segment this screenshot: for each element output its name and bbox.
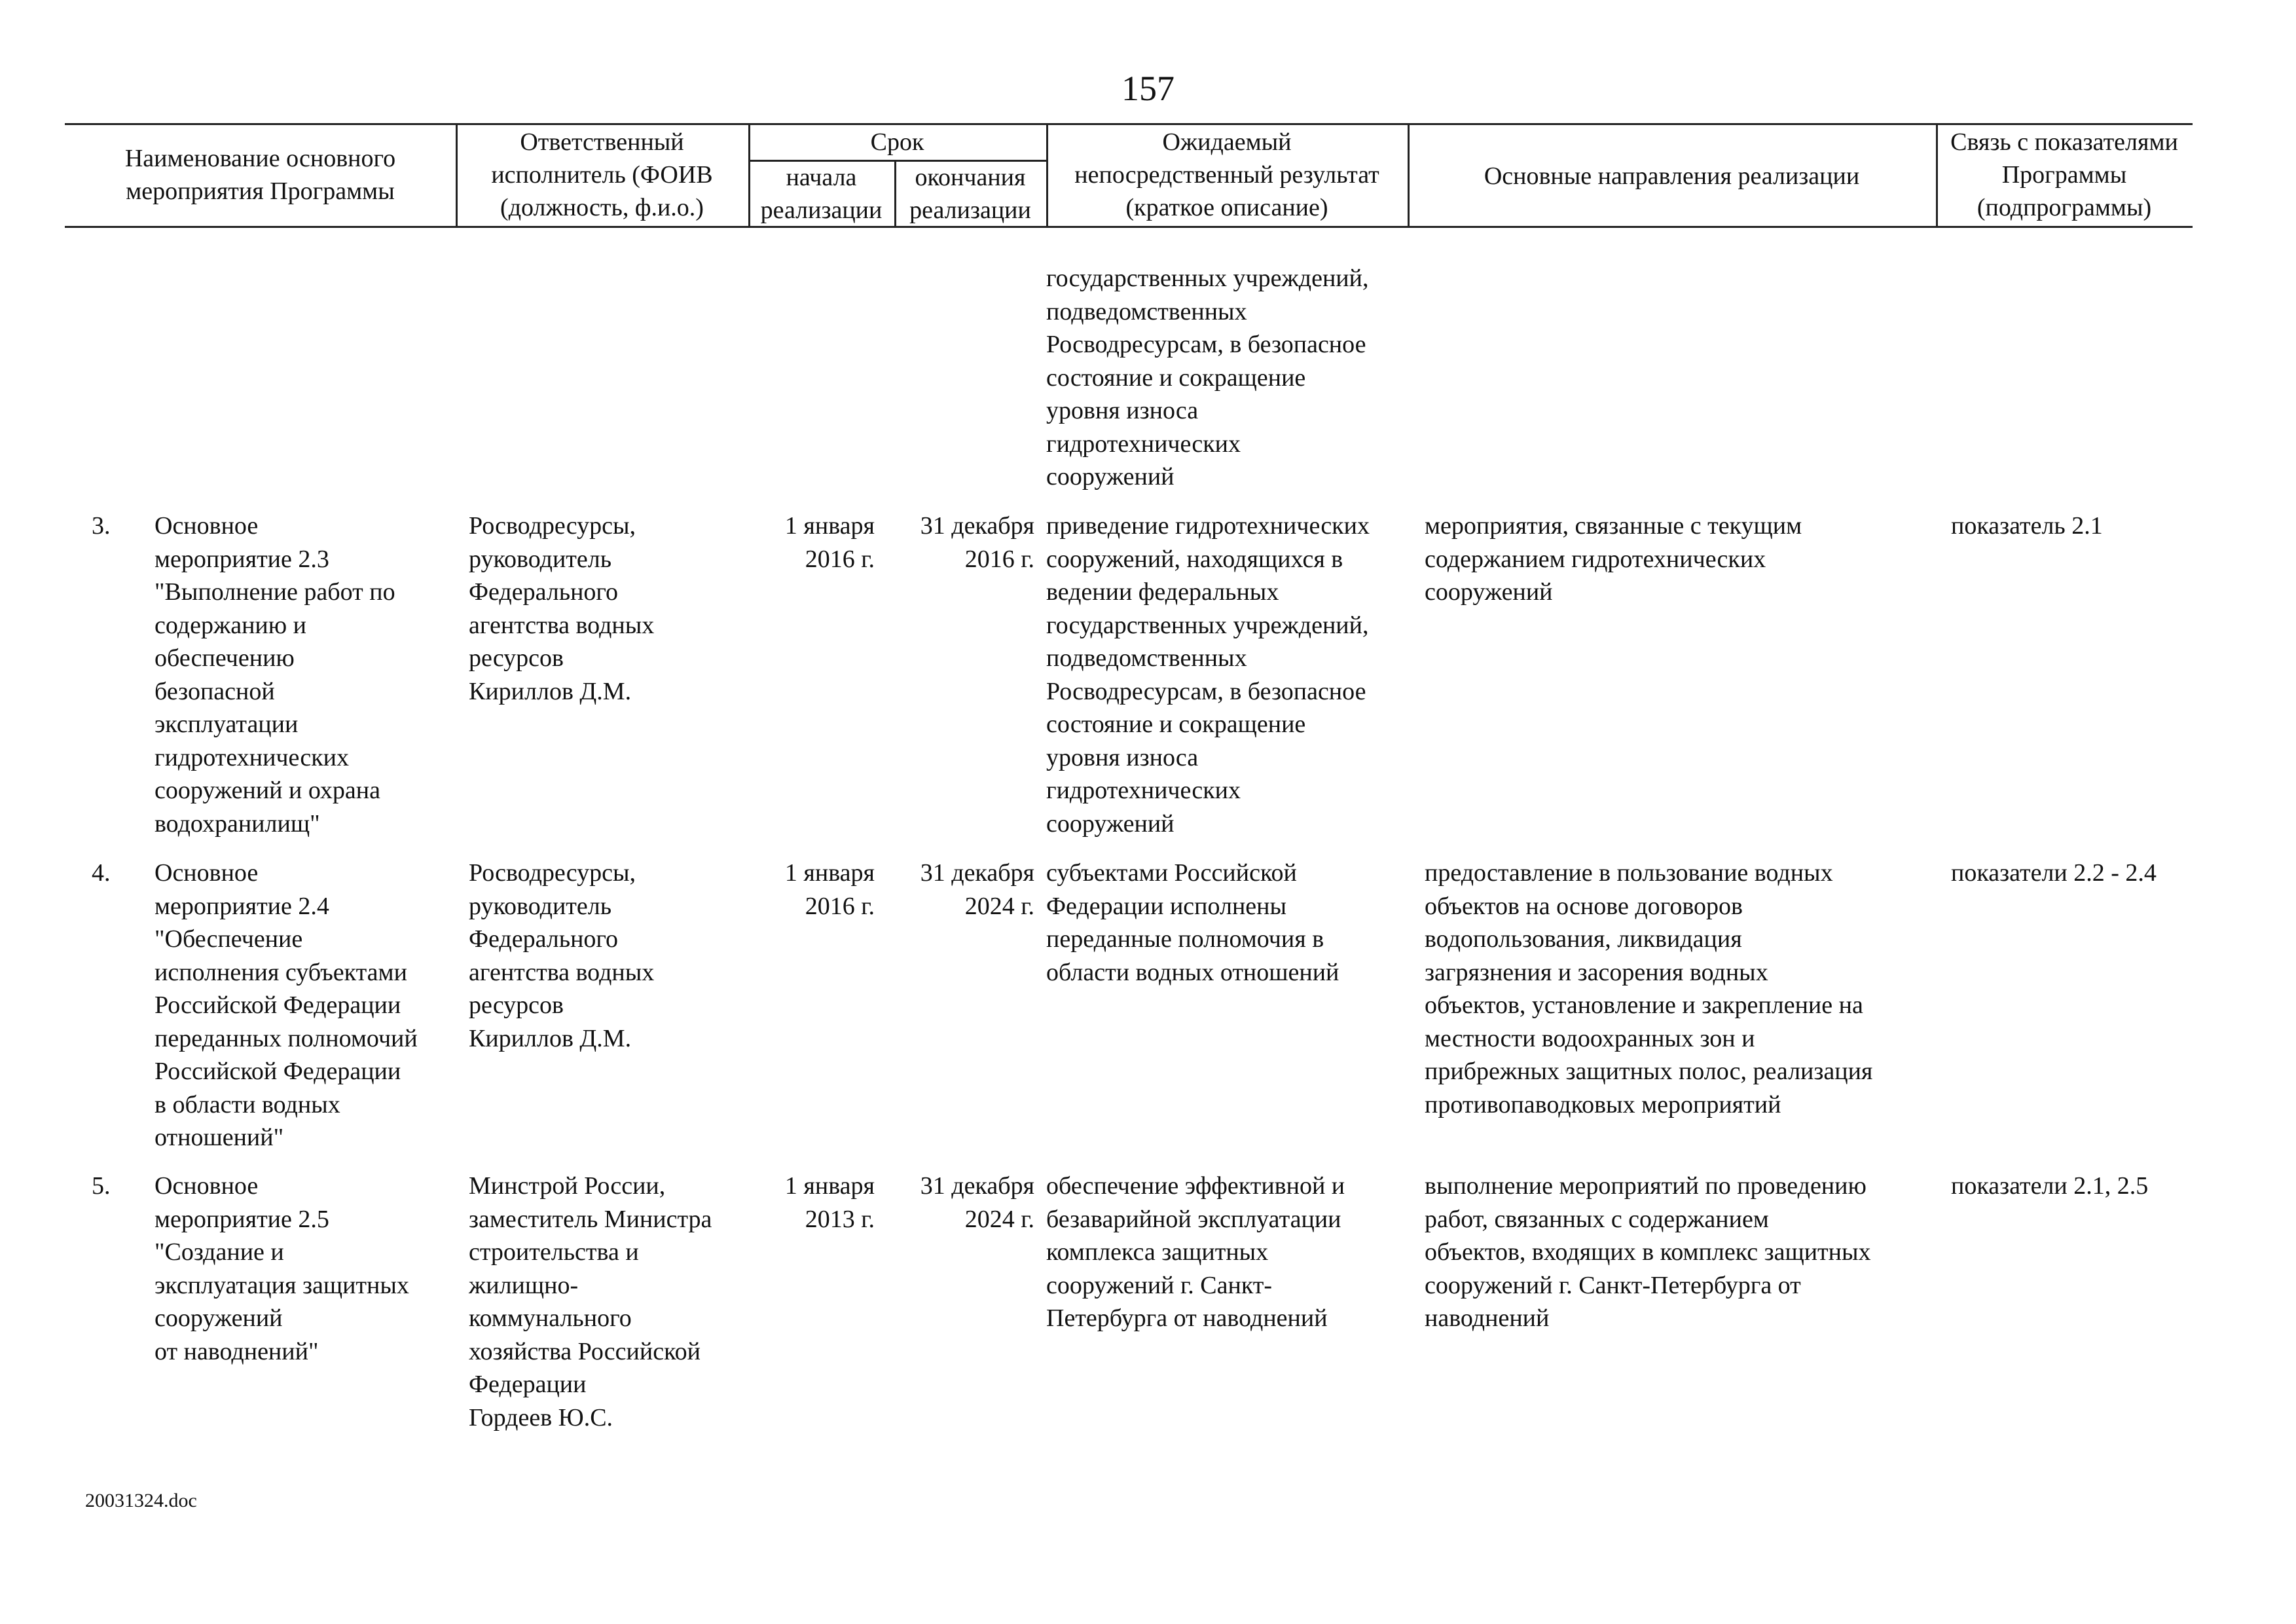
row-number: 5.	[92, 1172, 111, 1200]
end-date: 31 декабря 2024 г.	[920, 859, 1034, 920]
row-number: 4.	[92, 859, 111, 887]
end-date: 31 декабря 2016 г.	[920, 512, 1034, 573]
carryover-result-text: государственных учреждений, подведомственных Росводресурсам, в безопасное состояние и сокращение уровня износа гидротехнических сооружений	[1046, 265, 1369, 490]
implementation-directions: мероприятия, связанные с текущим содержанием гидротехнических сооружений	[1425, 512, 1802, 606]
activity-name: Основное мероприятие 2.5 "Создание и эксплуатация защитных сооружений от наводнений"	[155, 1172, 409, 1365]
page-number: 157	[1121, 69, 1175, 108]
row-number: 3.	[92, 512, 111, 540]
header-col-directions: Основные направления реализации	[1484, 162, 1860, 190]
start-date: 1 января 2016 г.	[784, 512, 875, 573]
header-col-name: Наименование основного мероприятия Программы	[124, 145, 396, 205]
expected-result: субъектами Российской Федерации исполнены переданные полномочия в области водных отношений	[1046, 859, 1339, 986]
activity-name: Основное мероприятие 2.4 "Обеспечение исполнения субъектами Российской Федерации переданных полномочий Российской Федерации в области водных отношений"	[155, 859, 418, 1151]
indicator-link: показатель 2.1	[1951, 512, 2103, 540]
activity-name: Основное мероприятие 2.3 "Выполнение работ по содержанию и обеспечению безопасной эксплуатации гидротехнических сооружений и охрана водохранилищ"	[155, 512, 395, 838]
header-col-responsible: Ответственный исполнитель (ФОИВ (должность, ф.и.о.)	[491, 128, 713, 221]
implementation-directions: выполнение мероприятий по проведению работ, связанных с содержанием объектов, входящих в комплекс защитных сооружений г. Санкт-Петербурга от наводнений	[1425, 1172, 1871, 1332]
header-bottom-rule	[65, 226, 2193, 228]
responsible-executor: Минстрой России, заместитель Министра строительства и жилищно- коммунального хозяйства Российской Федерации Гордеев Ю.С.	[469, 1172, 712, 1431]
start-date: 1 января 2013 г.	[784, 1172, 875, 1233]
header-col-end: окончания реализации	[909, 164, 1031, 224]
start-date: 1 января 2016 г.	[784, 859, 875, 920]
document-code: 20031324.doc	[85, 1490, 197, 1511]
header-col-start: начала реализации	[760, 164, 883, 224]
expected-result: обеспечение эффективной и безаварийной эксплуатации комплекса защитных сооружений г. Санкт- Петербурга от наводнений	[1046, 1172, 1345, 1332]
header-col-result: Ожидаемый непосредственный результат (краткое описание)	[1074, 128, 1379, 221]
header-top-rule	[65, 123, 2193, 125]
implementation-directions: предоставление в пользование водных объектов на основе договоров водопользования, ликвидация загрязнения и засорения водных объектов, установление и закрепление на местности водоохранных зон и прибрежных защитных полос, реализация противопаводковых мероприятий	[1425, 859, 1873, 1118]
end-date: 31 декабря 2024 г.	[920, 1172, 1034, 1233]
header-col-link: Связь с показателями Программы (подпрограммы)	[1950, 128, 2178, 221]
indicator-link: показатели 2.1, 2.5	[1951, 1172, 2149, 1200]
responsible-executor: Росводресурсы, руководитель Федерального агентства водных ресурсов Кириллов Д.М.	[469, 859, 655, 1052]
header-col-term: Срок	[870, 128, 924, 156]
indicator-link: показатели 2.2 - 2.4	[1951, 859, 2157, 887]
responsible-executor: Росводресурсы, руководитель Федерального агентства водных ресурсов Кириллов Д.М.	[469, 512, 655, 705]
expected-result: приведение гидротехнических сооружений, находящихся в ведении федеральных государственных учреждений, подведомственных Росводресурсам, в безопасное состояние и сокращение уровня износа гидротехнических сооружений	[1046, 512, 1370, 838]
